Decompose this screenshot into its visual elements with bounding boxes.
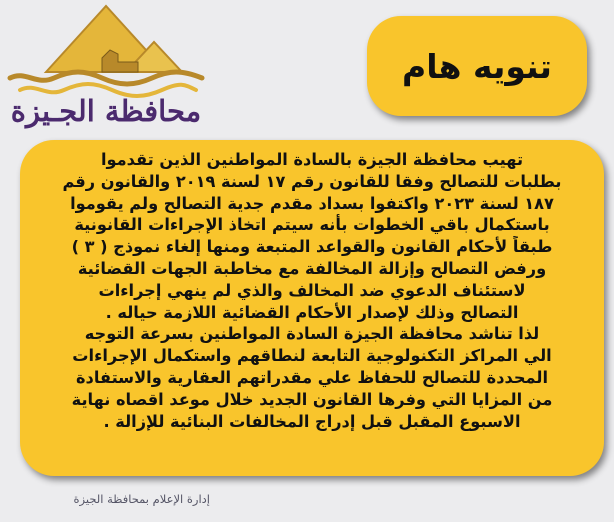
notice-line: باستكمال باقي الخطوات بأنه سيتم اتخاذ الإجراءات القانونية	[74, 215, 550, 235]
title-banner	[367, 16, 587, 116]
notice-line: تهيب محافظة الجيزة بالسادة المواطنين الذين تقدموا	[100, 150, 524, 169]
notice-title: تنويه هام	[402, 46, 552, 86]
footer-credit: إدارة الإعلام بمحافظة الجيزة	[73, 492, 210, 506]
notice-text	[32, 149, 592, 432]
notice-line: المحددة للتصالح للحفاظ علي مقدراتهم العقارية والاستفادة	[75, 367, 548, 387]
pyramids-icon	[6, 2, 206, 102]
logo-text: محافظة الجـيزة	[10, 94, 202, 128]
governorate-logo	[6, 2, 206, 132]
notice-line: طبقاً لأحكام القانون والقواعد المتبعة ومنها إلغاء نموذج ( ٣ )	[71, 237, 553, 257]
notice-line: بطلبات للتصالح وفقا للقانون رقم ١٧ لسنة ٢٠١٩ والقانون رقم	[62, 171, 562, 191]
notice-line: لاستئناف الدعوي ضد المخالف والذي لم ينهي إجراءات	[98, 280, 526, 300]
notice-line: ورفض التصالح وإزالة المخالفة مع مخاطبة الجهات القضائية	[77, 258, 547, 278]
notice-line: الي المراكز التكنولوجية التابعة لنطاقهم واستكمال الإجراءات	[72, 346, 552, 366]
notice-line: التصالح وذلك لإصدار الأحكام القضائية اللازمة حياله .	[105, 302, 519, 322]
notice-line: من المزايا التي وفرها القانون الجديد خلال موعد اقصاه نهاية	[71, 389, 553, 409]
notice-line: لذا تناشد محافظة الجيزة السادة المواطنين بسرعة التوجه	[84, 324, 540, 344]
notice-line: الاسبوع المقبل قبل إدراج المخالفات البنائية للإزالة .	[103, 411, 521, 431]
notice-line: ١٨٧ لسنة ٢٠٢٣ واكتفوا بسداد مقدم جدية التصالح ولم يقوموا	[70, 193, 554, 213]
notice-body	[20, 140, 604, 476]
